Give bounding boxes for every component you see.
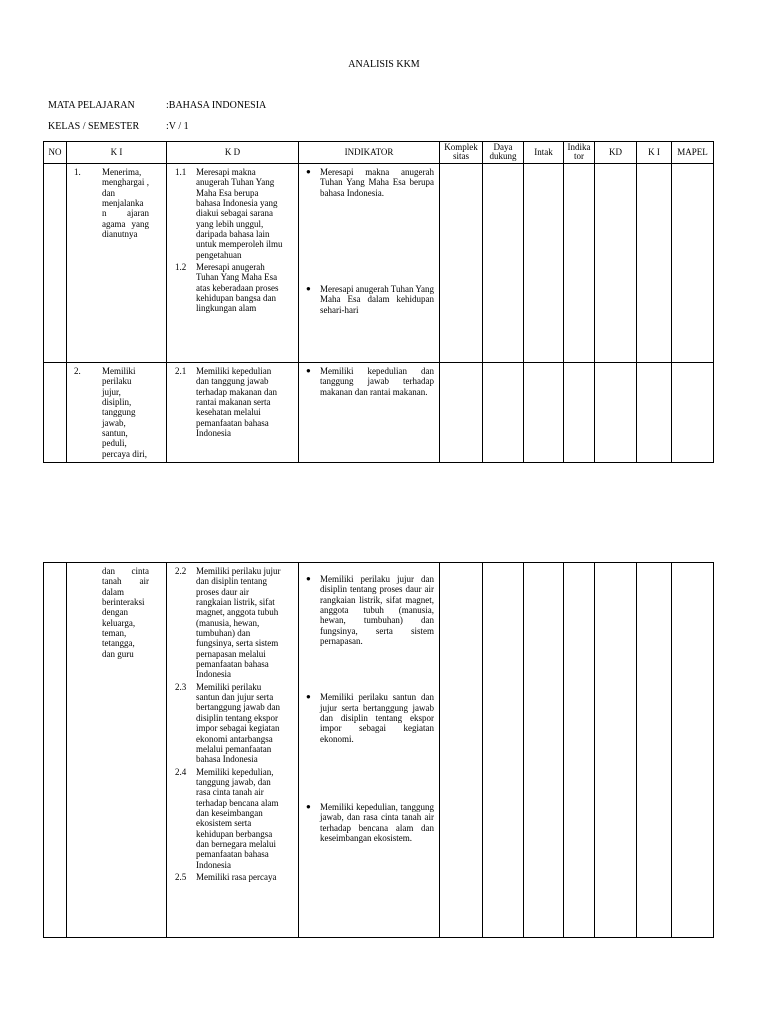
cell-indikator-score <box>564 563 595 938</box>
header-no: NO <box>44 142 67 164</box>
ki-number: 2. <box>74 365 81 376</box>
cell-ki-score <box>637 563 672 938</box>
header-ki: K I <box>67 142 167 164</box>
indikator-item <box>302 802 436 843</box>
cell-kd-score <box>595 362 637 462</box>
kd-number: 2.5 <box>175 871 187 882</box>
class-value: :V / 1 <box>166 121 189 132</box>
cell-kd <box>167 163 299 362</box>
cell-kd <box>167 563 299 938</box>
ki-text: Memiliki perilaku jujur, disiplin, tanggung jawab, santun, peduli, percaya diri, <box>102 365 147 459</box>
class-label: KELAS / SEMESTER <box>48 121 140 132</box>
header-indikator-short: Indika tor <box>564 142 595 164</box>
kd-text: Meresapi makna anugerah Tuhan Yang Maha Esa berupa bahasa Indonesia yang diakui sebagai sarana yang lebih unggul, daripada bahasa lain untuk memperoleh ilmu pengetahuan <box>196 166 283 260</box>
header-kompleksitas: Komplek sitas <box>440 142 483 164</box>
cell-indikator <box>299 362 440 462</box>
bullet-icon: ● <box>306 802 311 812</box>
cell-no <box>44 563 67 938</box>
cell-ki <box>67 163 167 362</box>
cell-daya-dukung <box>483 163 524 362</box>
cell-ki <box>67 563 167 938</box>
cell-ki-score <box>637 163 672 362</box>
cell-kompleksitas <box>440 362 483 462</box>
kd-item <box>170 872 295 882</box>
cell-daya-dukung <box>483 362 524 462</box>
indikator-item <box>302 574 436 646</box>
cell-kompleksitas <box>440 563 483 938</box>
header-daya-dukung: Daya dukung <box>483 142 524 164</box>
cell-daya-dukung <box>483 563 524 938</box>
cell-indikator-score <box>564 163 595 362</box>
cell-mapel <box>672 563 714 938</box>
cell-mapel <box>672 163 714 362</box>
indikator-item <box>302 167 436 198</box>
kd-number: 2.1 <box>175 365 187 376</box>
indikator-item <box>302 366 436 397</box>
subject-line <box>48 100 266 111</box>
ki-text: dan cinta tanah air dalam berinteraksi dengan keluarga, teman, tetangga, dan guru <box>102 566 149 659</box>
header-kd: K D <box>167 142 299 164</box>
ki-number: 1. <box>74 166 81 177</box>
bullet-icon: ● <box>306 166 311 176</box>
indikator-item <box>302 284 436 315</box>
kd-number: 2.3 <box>175 681 187 692</box>
subject-value: :BAHASA INDONESIA <box>166 100 267 111</box>
bullet-icon: ● <box>306 574 311 583</box>
kd-item <box>170 366 295 438</box>
header-ki-2: K I <box>637 142 672 164</box>
cell-no <box>44 362 67 462</box>
kd-number: 2.2 <box>175 566 187 576</box>
document-title: ANALISIS KKM <box>348 59 420 70</box>
kd-item <box>170 682 295 765</box>
indikator-text: Meresapi makna anugerah Tuhan Yang Maha Esa berupa bahasa Indonesia. <box>320 166 434 198</box>
header-kd-2: KD <box>595 142 637 164</box>
cell-intak <box>524 163 564 362</box>
kd-text: Memiliki kepedulian dan tanggung jawab terhadap makanan dan rantai makanan serta kesehatan melalui pemanfaatan bahasa Indonesia <box>196 365 277 438</box>
indikator-item <box>302 692 436 744</box>
bullet-icon: ● <box>306 692 311 702</box>
class-line <box>48 121 189 132</box>
bullet-icon: ● <box>306 365 311 375</box>
cell-ki-score <box>637 362 672 462</box>
table-row <box>44 362 714 462</box>
cell-indikator <box>299 563 440 938</box>
header-row <box>44 142 714 164</box>
cell-kd <box>167 362 299 462</box>
cell-kd-score <box>595 163 637 362</box>
cell-intak <box>524 563 564 938</box>
kd-item <box>170 767 295 870</box>
indikator-text: Meresapi anugerah Tuhan Yang Maha Esa dalam kehidupan sehari-hari <box>320 283 434 315</box>
cell-kd-score <box>595 563 637 938</box>
indikator-text: Memiliki kepedulian, tanggung jawab, dan rasa cinta tanah air terhadap bencana alam dan keseimbangan ekosistem. <box>320 802 434 844</box>
kd-text: Memiliki rasa percaya <box>196 871 277 882</box>
kd-item <box>170 566 295 680</box>
indikator-text: Memiliki perilaku santun dan jujur serta bertanggung jawab dan disiplin tentang ekspor impor sebagai kegiatan ekonomi. <box>320 692 434 744</box>
cell-indikator <box>299 163 440 362</box>
kd-number: 1.1 <box>175 166 187 177</box>
kd-number: 1.2 <box>175 261 187 272</box>
indikator-text: Memiliki kepedulian dan tanggung jawab terhadap makanan dan rantai makanan. <box>320 365 434 397</box>
kd-text: Memiliki perilaku jujur dan disiplin tentang proses daur air rangkaian listrik, sifat magnet, anggota tubuh (manusia, hewan, tumbuhan) dan fungsinya, serta sistem pernapasan melalui pemanfaatan bahasa Indonesia <box>196 566 281 680</box>
kkm-table-page-1 <box>43 141 714 463</box>
ki-text: Menerima, menghargai , dan menjalanka n ajaran agama yang dianutnya <box>102 166 149 239</box>
kd-text: Memiliki perilaku santun dan jujur serta bertanggung jawab dan disiplin tentang ekspor impor sebagai kegiatan ekonomi antarbangsa melalui pemanfaatan bahasa Indonesia <box>196 681 280 765</box>
kkm-table-page-2 <box>43 562 714 938</box>
header-indikator: INDIKATOR <box>299 142 440 164</box>
cell-no <box>44 163 67 362</box>
cell-ki <box>67 362 167 462</box>
kd-item <box>170 167 295 260</box>
kd-number: 2.4 <box>175 766 187 777</box>
indikator-text: Memiliki perilaku jujur dan disiplin tentang proses daur air rangkaian listrik, sifat magnet, anggota tubuh (manusia, hewan, tumbuhan) dan fungsinya, serta sistem pernapasan. <box>320 574 434 647</box>
header-mapel: MAPEL <box>672 142 714 164</box>
cell-mapel <box>672 362 714 462</box>
kd-item <box>170 262 295 314</box>
table-row <box>44 163 714 362</box>
kd-text: Meresapi anugerah Tuhan Yang Maha Esa atas keberadaan proses kehidupan bangsa dan lingkungan alam <box>196 261 279 314</box>
bullet-icon: ● <box>306 283 311 293</box>
cell-kompleksitas <box>440 163 483 362</box>
ki-number <box>70 566 100 659</box>
table-row <box>44 563 714 938</box>
subject-label: MATA PELAJARAN <box>48 100 135 111</box>
header-intak: Intak <box>524 142 564 164</box>
cell-intak <box>524 362 564 462</box>
cell-indikator-score <box>564 362 595 462</box>
kd-text: Memiliki kepedulian, tanggung jawab, dan rasa cinta tanah air terhadap bencana alam dan keseimbangan ekosistem serta kehidupan berbangsa dan bernegara melalui pemanfaatan bahasa Indonesia <box>196 766 279 870</box>
